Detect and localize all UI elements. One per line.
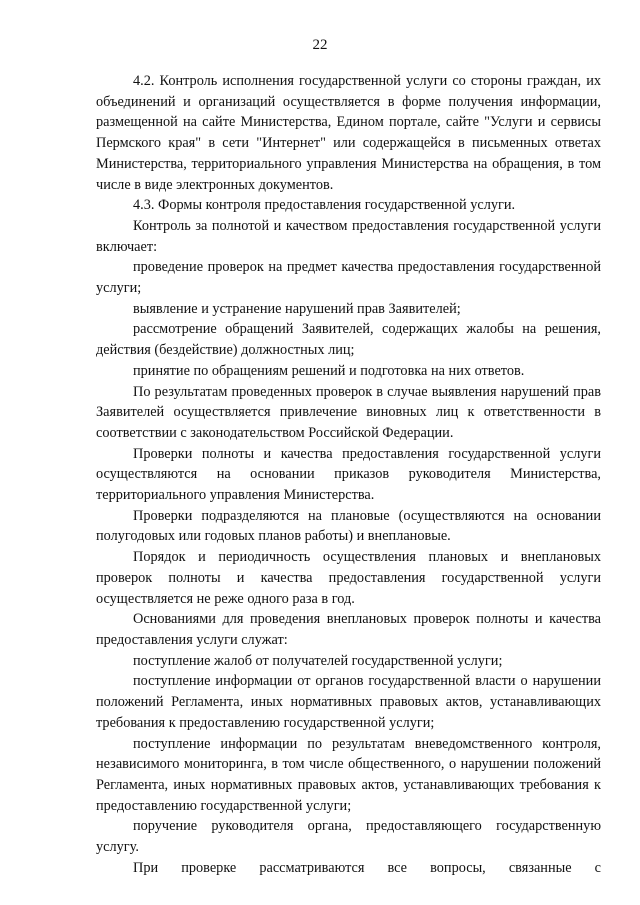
- document-body: [96, 71, 601, 878]
- list-item-decisions: принятие по обращениям решений и подготовка на них ответов.: [133, 362, 525, 379]
- list-item-external-monitoring: поступление информации по результатам вневедомственного контроля, независимого мониторинга, в том числе общественного, о нарушении положений Регламента, иных нормативных правовых актов, устанавливающих требования к предоставлению государственной услуги;: [96, 735, 601, 814]
- paragraph-4-2-public-control: 4.2. Контроль исполнения государственной услуги со стороны граждан, их объединений и организаций осуществляется в форме получения информации, размещенной на сайте Министерства, Едином портале, сайте "Услуги и сервисы Пермского края" в сети "Интернет" или содержащейся в письменных ответах Министерства, территориального управления Министерства на обращения, в том числе в виде электронных документов.: [96, 73, 601, 193]
- list-item-complaints: рассмотрение обращений Заявителей, содержащих жалобы на решения, действия (бездействие) должностных лиц;: [96, 321, 601, 359]
- list-item-recipient-complaints: поступление жалоб от получателей государственной услуги;: [133, 652, 503, 669]
- paragraph-4-3-control-forms: 4.3. Формы контроля предоставления государственной услуги.: [133, 197, 516, 214]
- list-item-head-order: поручение руководителя органа, предоставляющего государственную услугу.: [96, 818, 601, 856]
- list-item-authority-information: поступление информации от органов государственной власти о нарушении положений Регламента, иных нормативных правовых актов, устанавливающих требования к предоставлению государственной услуги;: [96, 673, 601, 731]
- paragraph-inspection-basis: Проверки полноты и качества предоставления государственной услуги осуществляются на основании приказов руководителя Министерства, территориального управления Министерства.: [96, 445, 601, 504]
- paragraph-inspection-results: По результатам проведенных проверок в случае выявления нарушений прав Заявителей осуществляется привлечение виновных лиц к ответственности в соответствии с законодательством Российской Федерации.: [96, 383, 601, 441]
- list-item-inspections: проведение проверок на предмет качества предоставления государственной услуги;: [96, 259, 601, 297]
- page-bottom-edge: [0, 899, 640, 905]
- paragraph-inspection-scope: При проверке рассматриваются все вопросы, связанные с: [133, 859, 601, 876]
- paragraph-control-includes: Контроль за полнотой и качеством предоставления государственной услуги включает:: [96, 217, 601, 255]
- paragraph-inspection-types: Проверки подразделяются на плановые (осуществляются на основании полугодовых или годовых планов работы) и внеплановые.: [96, 507, 601, 545]
- paragraph-unscheduled-grounds: Основаниями для проведения внеплановых проверок полноты и качества предоставления услуги служат:: [96, 611, 601, 648]
- paragraph-inspection-frequency: Порядок и периодичность осуществления плановых и внеплановых проверок полноты и качества предоставления государственной услуги осуществляется не реже одного раза в год.: [96, 549, 601, 607]
- page-number: 22: [312, 37, 328, 53]
- list-item-violations: выявление и устранение нарушений прав Заявителей;: [133, 300, 461, 317]
